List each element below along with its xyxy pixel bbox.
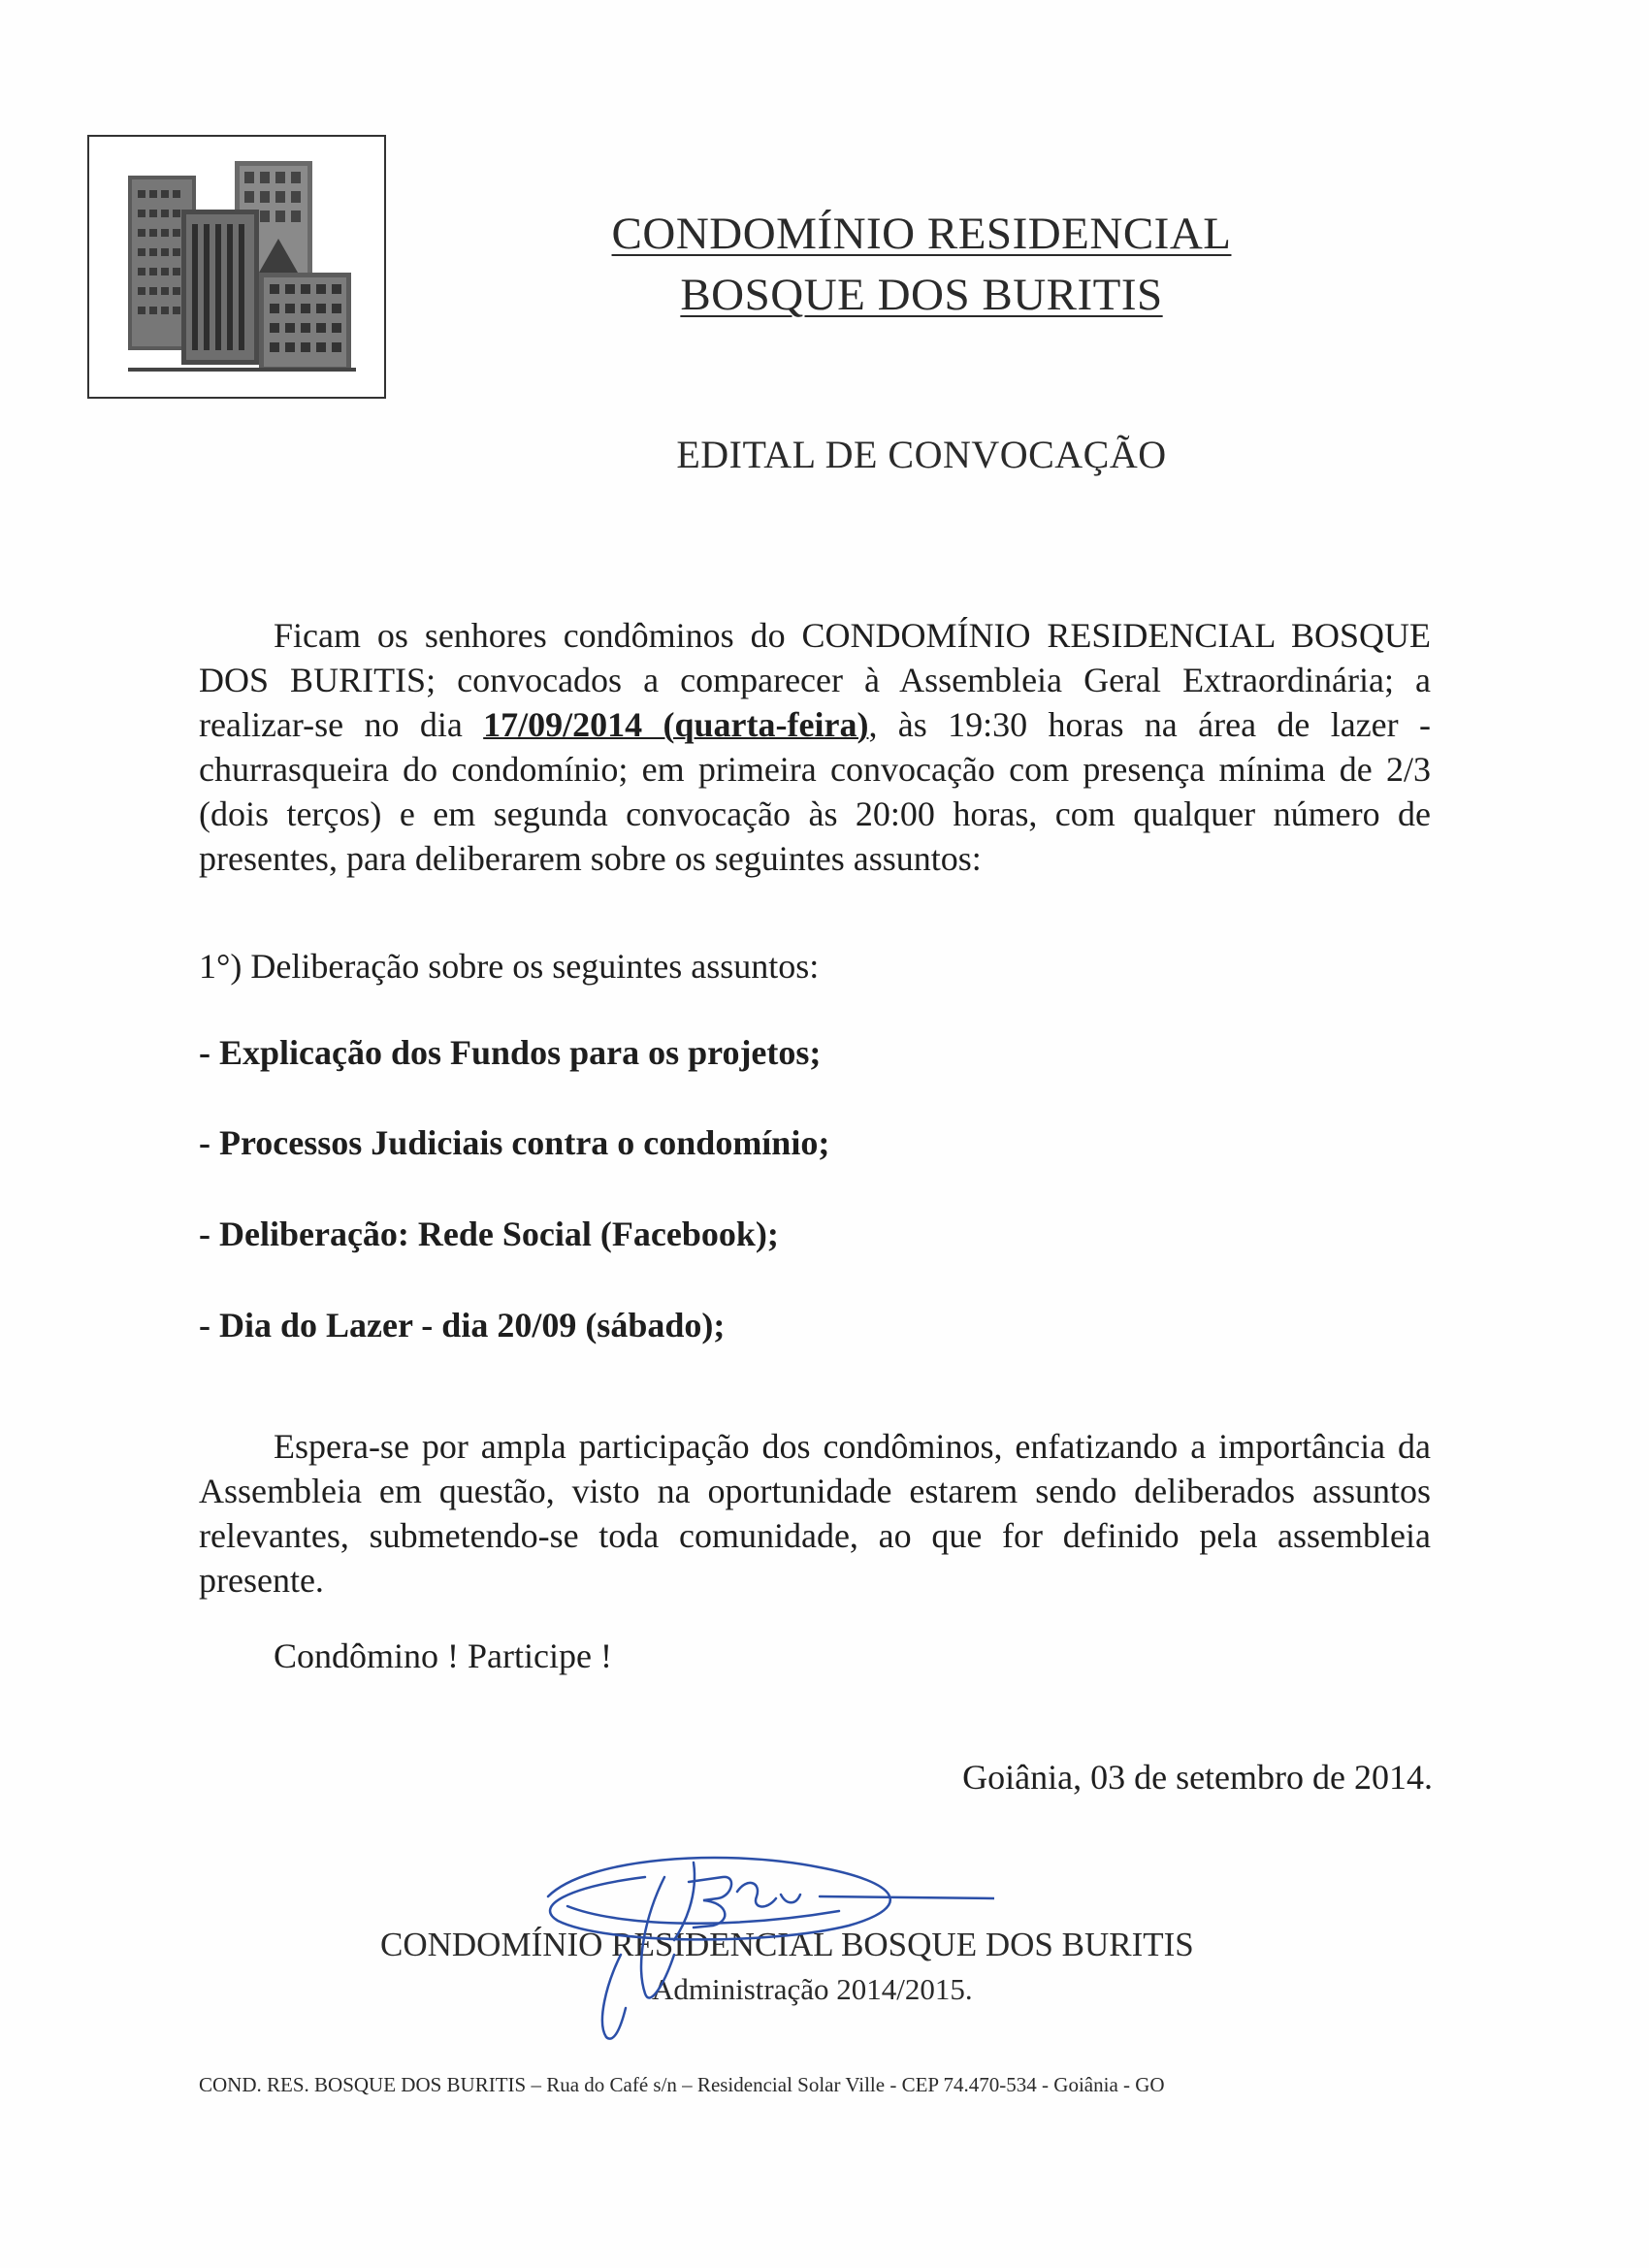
closing-paragraph: Espera-se por ampla participação dos condôminos, enfatizando a importância da Assembleia em questão, visto na oportunidade estarem sendo deliberados assuntos relevantes, submetendo-se toda comunidade, ao que for definido pela assembleia presente.: [199, 1427, 1431, 1600]
header-title-line1: CONDOMÍNIO RESIDENCIAL: [611, 209, 1232, 259]
agenda-intro: 1°) Deliberação sobre os seguintes assuntos:: [199, 947, 820, 986]
document-title: EDITAL DE CONVOCAÇÃO: [676, 433, 1167, 476]
convocation-text-end: , às 19:30 horas na área de lazer - churrasqueira do condomínio; em primeira convocação com presença mínima de 2/3 (dois terços) e em segunda convocação às 20:00 horas, com qualquer número de presentes, para deliberarem sobre os seguintes assuntos:: [199, 705, 1431, 878]
agenda-item: - Processos Judiciais contra o condomínio;: [199, 1123, 830, 1162]
footer-address: COND. RES. BOSQUE DOS BURITIS – Rua do Café s/n – Residencial Solar Ville - CEP 74.470-534 - Goiânia - GO: [199, 2073, 1165, 2096]
place-and-date: Goiânia, 03 de setembro de 2014.: [962, 1758, 1433, 1797]
agenda-item: - Explicação dos Fundos para os projetos;: [199, 1033, 822, 1072]
handwritten-signature: [529, 1838, 994, 2042]
buildings-icon: [89, 137, 384, 397]
convocation-paragraph: [199, 613, 1431, 881]
call-to-action: Condômino ! Participe !: [274, 1636, 612, 1675]
agenda-item: - Deliberação: Rede Social (Facebook);: [199, 1215, 779, 1253]
agenda-item: - Dia do Lazer - dia 20/09 (sábado);: [199, 1306, 726, 1345]
convocation-text-start: Ficam os senhores condôminos do CONDOMÍNIO RESIDENCIAL BOSQUE DOS BURITIS; convocados a comparecer à Assembleia Geral Extraordinária; a realizar-se no dia: [199, 616, 1431, 744]
signature-administration: Administração 2014/2015.: [652, 1972, 973, 2006]
header-title-line2: BOSQUE DOS BURITIS: [680, 270, 1163, 320]
condominium-logo: [87, 135, 386, 399]
signature-organization: CONDOMÍNIO RESIDENCIAL BOSQUE DOS BURITIS: [380, 1926, 1194, 1963]
meeting-date: 17/09/2014 (quarta-feira): [483, 705, 869, 744]
